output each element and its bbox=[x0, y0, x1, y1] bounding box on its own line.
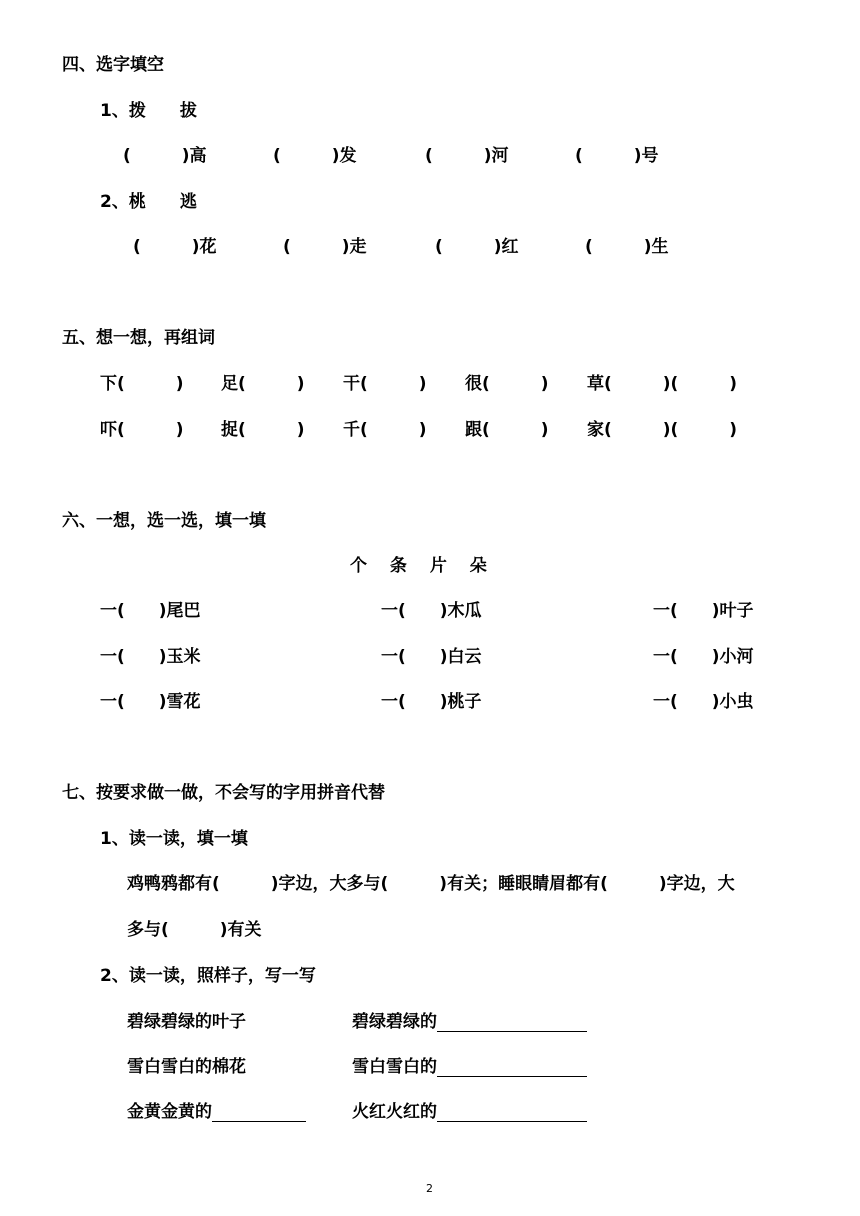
s5-word: 草( )( ) bbox=[587, 374, 738, 394]
s7-prompt-text: 碧绿碧绿的 bbox=[352, 1012, 437, 1032]
s5-word: 家( )( ) bbox=[587, 420, 738, 440]
s5-word: 很( ) bbox=[465, 374, 549, 394]
s6-choices: 个 条 片 朵 bbox=[350, 556, 487, 576]
s5-word: 捉( ) bbox=[221, 420, 305, 440]
s5-word: 吓( ) bbox=[100, 420, 184, 440]
s6-item: 一( )雪花 bbox=[100, 692, 201, 712]
s6-item: 一( )小河 bbox=[653, 647, 754, 667]
s4-q2-item: ( )走 bbox=[283, 237, 367, 257]
s7-example: 碧绿碧绿的叶子 bbox=[127, 1012, 246, 1032]
page-number: 2 bbox=[426, 1182, 433, 1195]
s6-item: 一( )白云 bbox=[381, 647, 482, 667]
s6-item: 一( )小虫 bbox=[653, 692, 754, 712]
section-6-heading: 六、一想，选一选，填一填 bbox=[62, 511, 266, 531]
s7-prompt-text: 金黄金黄的 bbox=[127, 1102, 212, 1122]
s5-word: 足( ) bbox=[221, 374, 305, 394]
s4-q1-item: ( )号 bbox=[575, 146, 659, 166]
s4-q1-item: ( )河 bbox=[425, 146, 509, 166]
s7-prompt bbox=[352, 1057, 587, 1077]
s7-q1-line: 鸡鸭鸦都有( )字边，大多与( )有关；睡眼睛眉都有( )字边，大 bbox=[127, 874, 735, 894]
answer-blank[interactable] bbox=[212, 1103, 306, 1122]
s4-q2-item: ( )红 bbox=[435, 237, 519, 257]
s7-q2-label: 2、读一读，照样子，写一写 bbox=[100, 966, 316, 986]
s7-prompt bbox=[352, 1012, 587, 1032]
s4-q2-item: ( )花 bbox=[133, 237, 217, 257]
answer-blank[interactable] bbox=[437, 1013, 587, 1032]
s7-example: 雪白雪白的棉花 bbox=[127, 1057, 246, 1077]
s6-item: 一( )木瓜 bbox=[381, 601, 482, 621]
s7-prompt-text: 雪白雪白的 bbox=[352, 1057, 437, 1077]
s6-item: 一( )玉米 bbox=[100, 647, 201, 667]
s6-item: 一( )叶子 bbox=[653, 601, 754, 621]
s7-prompt bbox=[352, 1102, 587, 1122]
s4-q1-item: ( )发 bbox=[273, 146, 357, 166]
answer-blank[interactable] bbox=[437, 1103, 587, 1122]
s5-word: 干( ) bbox=[343, 374, 427, 394]
s6-item: 一( )尾巴 bbox=[100, 601, 201, 621]
s5-word: 跟( ) bbox=[465, 420, 549, 440]
s6-item: 一( )桃子 bbox=[381, 692, 482, 712]
section-5-heading: 五、想一想，再组词 bbox=[62, 328, 215, 348]
s5-word: 千( ) bbox=[343, 420, 427, 440]
s4-q1-label: 1、拨 拔 bbox=[100, 101, 197, 121]
section-7-heading: 七、按要求做一做，不会写的字用拼音代替 bbox=[62, 783, 385, 803]
s4-q2-label: 2、桃 逃 bbox=[100, 192, 197, 212]
answer-blank[interactable] bbox=[437, 1058, 587, 1077]
section-4-heading: 四、选字填空 bbox=[62, 55, 164, 75]
s4-q2-item: ( )生 bbox=[585, 237, 669, 257]
s7-q1-line: 多与( )有关 bbox=[127, 920, 262, 940]
s7-q1-label: 1、读一读，填一填 bbox=[100, 829, 248, 849]
s7-prompt bbox=[127, 1102, 306, 1122]
s5-word: 下( ) bbox=[100, 374, 184, 394]
s4-q1-item: ( )高 bbox=[123, 146, 207, 166]
s7-prompt-text: 火红火红的 bbox=[352, 1102, 437, 1122]
